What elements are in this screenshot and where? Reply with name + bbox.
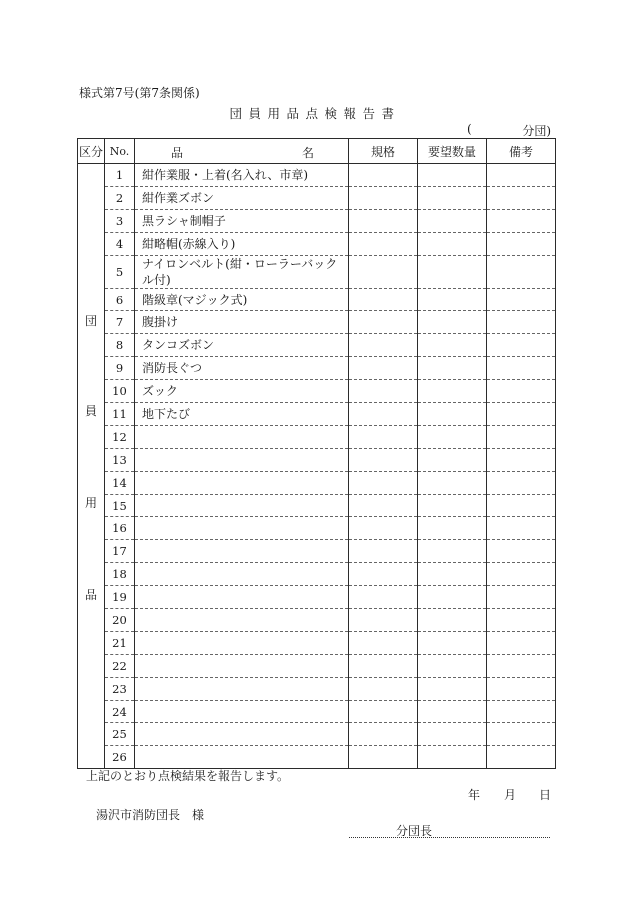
table-row xyxy=(78,164,556,187)
row-number: 19 xyxy=(105,586,135,609)
requested-qty-cell[interactable] xyxy=(418,334,487,357)
spec-cell[interactable] xyxy=(349,357,418,380)
row-number: 24 xyxy=(105,700,135,723)
spec-cell[interactable] xyxy=(349,448,418,471)
item-name-cell[interactable]: 黒ラシャ制帽子 xyxy=(135,209,349,232)
item-name-cell[interactable]: ナイロンベルト(紺・ローラーバックル付) xyxy=(135,255,349,288)
item-name-cell[interactable] xyxy=(135,746,349,769)
spec-cell[interactable] xyxy=(349,563,418,586)
row-number: 25 xyxy=(105,723,135,746)
category-char: 員 xyxy=(84,404,97,418)
row-number: 2 xyxy=(105,186,135,209)
row-number: 1 xyxy=(105,164,135,187)
row-number: 14 xyxy=(105,471,135,494)
date-month: 月 xyxy=(504,788,517,802)
date-day: 日 xyxy=(539,788,552,802)
requested-qty-cell[interactable] xyxy=(418,723,487,746)
requested-qty-cell[interactable] xyxy=(418,517,487,540)
spec-cell[interactable] xyxy=(349,209,418,232)
date-year: 年 xyxy=(468,788,481,802)
item-name-cell[interactable] xyxy=(135,517,349,540)
row-number: 15 xyxy=(105,494,135,517)
spec-cell[interactable] xyxy=(349,586,418,609)
item-name-cell[interactable] xyxy=(135,654,349,677)
spec-cell[interactable] xyxy=(349,494,418,517)
requested-qty-cell[interactable] xyxy=(418,471,487,494)
requested-qty-cell[interactable] xyxy=(418,288,487,311)
spec-cell[interactable] xyxy=(349,186,418,209)
requested-qty-cell[interactable] xyxy=(418,311,487,334)
form-number: 様式第7号(第7条関係) xyxy=(79,86,200,100)
header-number: No. xyxy=(105,139,135,164)
requested-qty-cell[interactable] xyxy=(418,677,487,700)
table-header-row xyxy=(78,139,556,164)
item-name-cell[interactable] xyxy=(135,540,349,563)
row-number: 21 xyxy=(105,631,135,654)
row-number: 12 xyxy=(105,425,135,448)
row-number: 13 xyxy=(105,448,135,471)
remarks-cell[interactable] xyxy=(487,255,556,288)
header-item-name xyxy=(135,139,349,164)
branch-header-label: 分団) xyxy=(522,124,551,138)
remarks-cell[interactable] xyxy=(487,540,556,563)
requested-qty-cell[interactable] xyxy=(418,255,487,288)
item-name-cell[interactable] xyxy=(135,425,349,448)
category-char: 団 xyxy=(84,314,97,328)
report-statement: 上記のとおり点検結果を報告します。 xyxy=(86,769,290,783)
remarks-cell[interactable] xyxy=(487,164,556,187)
row-number: 17 xyxy=(105,540,135,563)
spec-cell[interactable] xyxy=(349,403,418,426)
table-row xyxy=(78,654,556,677)
branch-chief-signature-line[interactable] xyxy=(349,822,550,838)
row-number: 20 xyxy=(105,609,135,632)
remarks-cell[interactable] xyxy=(487,746,556,769)
item-name-cell[interactable]: 紺作業服・上着(名入れ、市章) xyxy=(135,164,349,187)
item-name-cell[interactable] xyxy=(135,586,349,609)
row-number: 3 xyxy=(105,209,135,232)
spec-cell[interactable] xyxy=(349,631,418,654)
requested-qty-cell[interactable] xyxy=(418,209,487,232)
row-number: 11 xyxy=(105,403,135,426)
item-name-cell[interactable]: タンコズボン xyxy=(135,334,349,357)
spec-cell[interactable] xyxy=(349,311,418,334)
inspection-table xyxy=(77,138,556,769)
row-number: 16 xyxy=(105,517,135,540)
category-cell xyxy=(78,164,105,769)
item-name-cell[interactable]: 腹掛け xyxy=(135,311,349,334)
item-name-cell[interactable] xyxy=(135,677,349,700)
remarks-cell[interactable] xyxy=(487,448,556,471)
row-number: 23 xyxy=(105,677,135,700)
requested-qty-cell[interactable] xyxy=(418,563,487,586)
remarks-cell[interactable] xyxy=(487,209,556,232)
table-row xyxy=(78,380,556,403)
requested-qty-cell[interactable] xyxy=(418,403,487,426)
item-name-cell[interactable] xyxy=(135,723,349,746)
requested-qty-cell[interactable] xyxy=(418,448,487,471)
spec-cell[interactable] xyxy=(349,288,418,311)
row-number: 8 xyxy=(105,334,135,357)
row-number: 9 xyxy=(105,357,135,380)
spec-cell[interactable] xyxy=(349,609,418,632)
item-name-cell[interactable]: 紺作業ズボン xyxy=(135,186,349,209)
remarks-cell[interactable] xyxy=(487,380,556,403)
item-name-cell[interactable] xyxy=(135,471,349,494)
requested-qty-cell[interactable] xyxy=(418,425,487,448)
table-row xyxy=(78,517,556,540)
remarks-cell[interactable] xyxy=(487,186,556,209)
row-number: 4 xyxy=(105,232,135,255)
remarks-cell[interactable] xyxy=(487,609,556,632)
table-row xyxy=(78,746,556,769)
row-number: 26 xyxy=(105,746,135,769)
remarks-cell[interactable] xyxy=(487,563,556,586)
remarks-cell[interactable] xyxy=(487,425,556,448)
remarks-cell[interactable] xyxy=(487,494,556,517)
table-row xyxy=(78,448,556,471)
header-remarks: 備考 xyxy=(487,139,556,164)
branch-header-open-paren: ( xyxy=(467,122,472,136)
remarks-cell[interactable] xyxy=(487,311,556,334)
requested-qty-cell[interactable] xyxy=(418,164,487,187)
item-name-cell[interactable]: ズック xyxy=(135,380,349,403)
requested-qty-cell[interactable] xyxy=(418,586,487,609)
table-row xyxy=(78,586,556,609)
category-char: 用 xyxy=(84,496,97,510)
spec-cell[interactable] xyxy=(349,723,418,746)
category-char: 品 xyxy=(84,588,97,602)
item-name-cell[interactable]: 地下たび xyxy=(135,403,349,426)
table-row xyxy=(78,723,556,746)
spec-cell[interactable] xyxy=(349,700,418,723)
spec-cell[interactable] xyxy=(349,164,418,187)
row-number: 5 xyxy=(105,255,135,288)
item-name-cell[interactable]: 紺略帽(赤線入り) xyxy=(135,232,349,255)
table-row xyxy=(78,232,556,255)
spec-cell[interactable] xyxy=(349,540,418,563)
remarks-cell[interactable] xyxy=(487,677,556,700)
remarks-cell[interactable] xyxy=(487,586,556,609)
requested-qty-cell[interactable] xyxy=(418,631,487,654)
spec-cell[interactable] xyxy=(349,425,418,448)
requested-qty-cell[interactable] xyxy=(418,494,487,517)
spec-cell[interactable] xyxy=(349,232,418,255)
table-body xyxy=(78,164,556,769)
row-number: 10 xyxy=(105,380,135,403)
remarks-cell[interactable] xyxy=(487,357,556,380)
table-row xyxy=(78,288,556,311)
table-row xyxy=(78,425,556,448)
requested-qty-cell[interactable] xyxy=(418,380,487,403)
document-title: 団員用品点検報告書 xyxy=(229,106,401,121)
table-row xyxy=(78,357,556,380)
requested-qty-cell[interactable] xyxy=(418,540,487,563)
spec-cell[interactable] xyxy=(349,654,418,677)
spec-cell[interactable] xyxy=(349,677,418,700)
row-number: 22 xyxy=(105,654,135,677)
spec-cell[interactable] xyxy=(349,471,418,494)
table-row xyxy=(78,677,556,700)
header-spec: 規格 xyxy=(349,139,418,164)
header-item-name-1: 品 xyxy=(171,146,184,160)
table-row xyxy=(78,471,556,494)
spec-cell[interactable] xyxy=(349,746,418,769)
requested-qty-cell[interactable] xyxy=(418,186,487,209)
spec-cell[interactable] xyxy=(349,255,418,288)
spec-cell[interactable] xyxy=(349,334,418,357)
item-name-cell[interactable]: 消防長ぐつ xyxy=(135,357,349,380)
item-name-cell[interactable] xyxy=(135,448,349,471)
requested-qty-cell[interactable] xyxy=(418,700,487,723)
table-row xyxy=(78,186,556,209)
spec-cell[interactable] xyxy=(349,380,418,403)
table-row xyxy=(78,209,556,232)
header-category: 区分 xyxy=(78,139,105,164)
remarks-cell[interactable] xyxy=(487,631,556,654)
table-row xyxy=(78,311,556,334)
spec-cell[interactable] xyxy=(349,517,418,540)
requested-qty-cell[interactable] xyxy=(418,232,487,255)
item-name-cell[interactable] xyxy=(135,700,349,723)
requested-qty-cell[interactable] xyxy=(418,609,487,632)
addressee: 湯沢市消防団長 様 xyxy=(96,808,205,822)
item-name-cell[interactable] xyxy=(135,563,349,586)
table-row xyxy=(78,540,556,563)
requested-qty-cell[interactable] xyxy=(418,357,487,380)
table-row xyxy=(78,403,556,426)
item-name-cell[interactable]: 階級章(マジック式) xyxy=(135,288,349,311)
table-row xyxy=(78,334,556,357)
row-number: 18 xyxy=(105,563,135,586)
remarks-cell[interactable] xyxy=(487,471,556,494)
remarks-cell[interactable] xyxy=(487,232,556,255)
remarks-cell[interactable] xyxy=(487,288,556,311)
remarks-cell[interactable] xyxy=(487,723,556,746)
item-name-cell[interactable] xyxy=(135,631,349,654)
table-row xyxy=(78,700,556,723)
table-row xyxy=(78,494,556,517)
table-row xyxy=(78,609,556,632)
item-name-cell[interactable] xyxy=(135,609,349,632)
table-row xyxy=(78,255,556,288)
table-row xyxy=(78,631,556,654)
table-row xyxy=(78,563,556,586)
remarks-cell[interactable] xyxy=(487,334,556,357)
remarks-cell[interactable] xyxy=(487,403,556,426)
remarks-cell[interactable] xyxy=(487,517,556,540)
item-name-cell[interactable] xyxy=(135,494,349,517)
header-requested-qty: 要望数量 xyxy=(418,139,487,164)
requested-qty-cell[interactable] xyxy=(418,746,487,769)
row-number: 7 xyxy=(105,311,135,334)
remarks-cell[interactable] xyxy=(487,654,556,677)
remarks-cell[interactable] xyxy=(487,700,556,723)
row-number: 6 xyxy=(105,288,135,311)
requested-qty-cell[interactable] xyxy=(418,654,487,677)
branch-chief-label: 分団長 xyxy=(396,824,433,838)
header-item-name-2: 名 xyxy=(302,146,315,160)
